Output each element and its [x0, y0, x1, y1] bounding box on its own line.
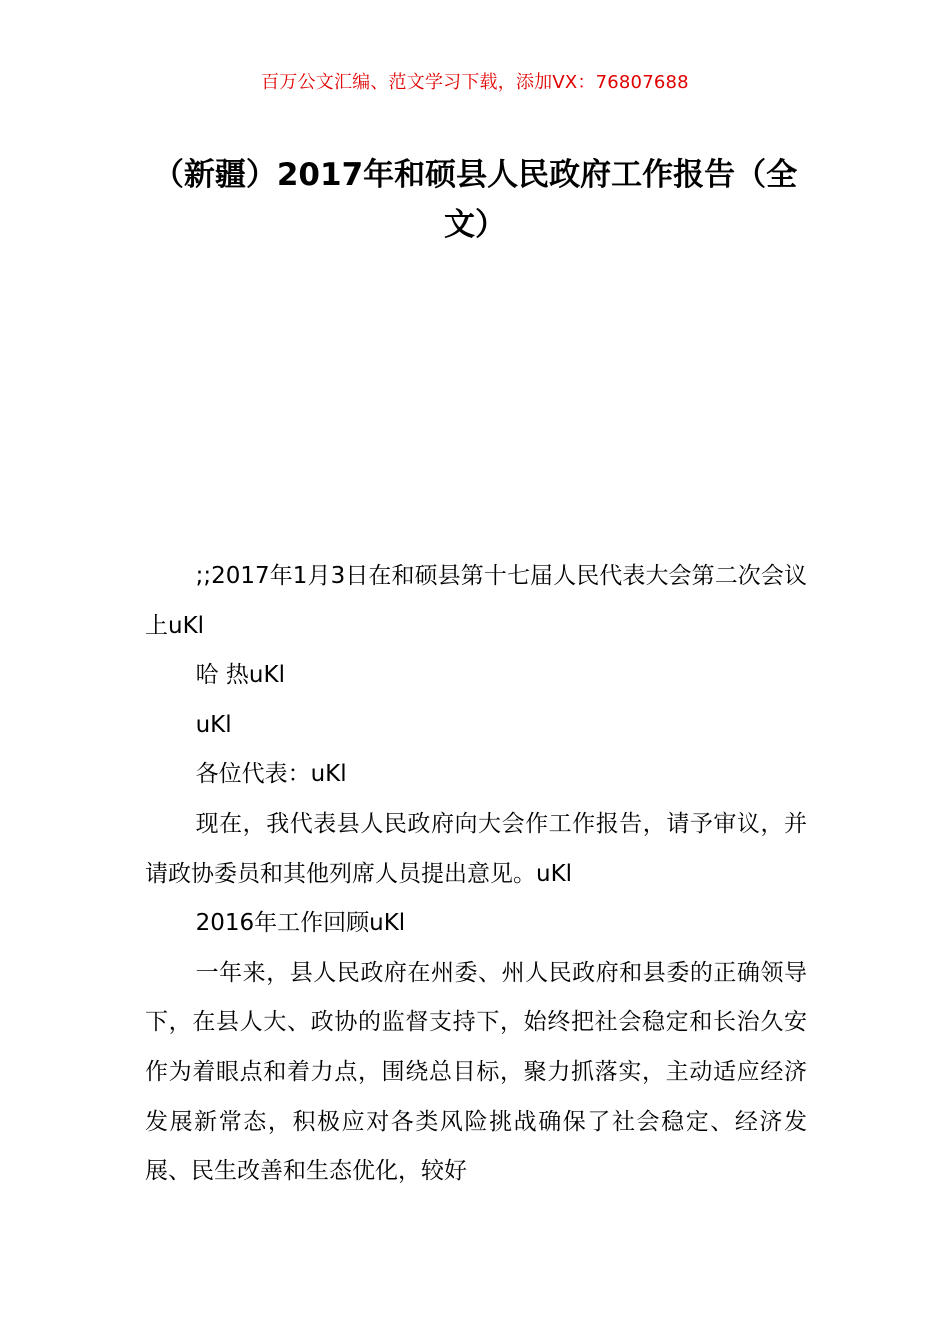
paragraph: 现在，我代表县人民政府向大会作工作报告，请予审议，并请政协委员和其他列席人员提出意见。uKl [145, 810, 807, 887]
paragraph: ;;2017年1月3日在和硕县第十七届人民代表大会第二次会议上uKl [145, 563, 807, 639]
document-title: （新疆）2017年和硕县人民政府工作报告（全文） [152, 157, 798, 243]
paragraph: uKl [195, 711, 232, 738]
paragraph: 哈 热uKl [195, 662, 285, 689]
paragraph: 各位代表：uKl [195, 761, 347, 788]
header-note: 百万公文汇编、范文学习下载，添加VX：76807688 [261, 72, 689, 93]
paragraph: 2016年工作回顾uKl [195, 910, 406, 937]
paragraph: 一年来，县人民政府在州委、州人民政府和县委的正确领导下，在县人大、政协的监督支持下，始终把社会稳定和长治久安作为着眼点和着力点，围绕总目标，聚力抓落实，主动适应经济发展新常态，积极应对各类风险挑战确保了社会稳定、经济发展、民生改善和生态优化，较好 [145, 959, 807, 1185]
document-body [145, 552, 807, 1197]
